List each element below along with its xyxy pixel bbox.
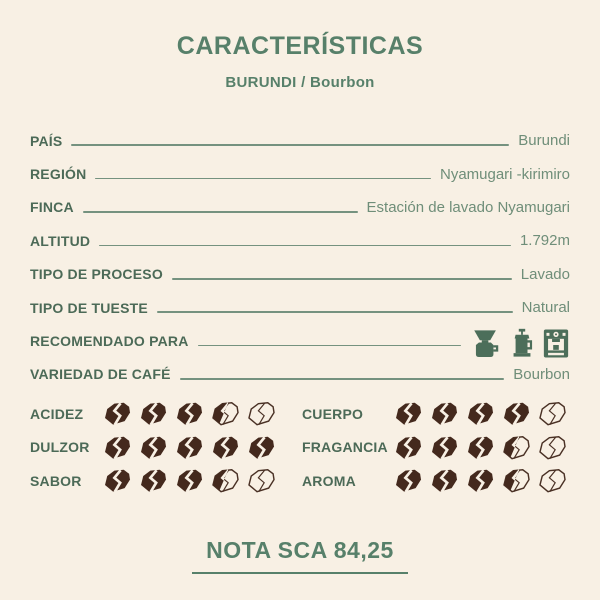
detail-label: ALTITUD [30,232,91,249]
leader-line [198,345,462,347]
bean-rating [103,401,276,426]
leader-line [180,378,505,380]
page-title: CARACTERÍSTICAS [176,32,424,60]
detail-value: Estación de lavado Nyamugari [366,198,570,216]
rating-row-aroma [302,464,572,497]
bean-rating [103,468,276,493]
detail-row-pais [30,124,570,157]
rating-row-fragancia [302,431,572,464]
bean-rating [394,435,567,460]
leader-line [172,278,512,280]
rating-label: FRAGANCIA [302,439,388,456]
detail-value: Lavado [520,265,570,283]
bean-rating [394,401,567,426]
sca-score: NOTA SCA 84,25 [192,537,408,574]
pour-over-icon [470,328,502,359]
leader-line [157,311,513,313]
ratings-column-right [302,397,572,497]
rating-label: AROMA [302,472,356,489]
detail-label: FINCA [30,199,74,216]
rating-label: ACIDEZ [30,405,84,422]
leader-line [83,211,358,213]
french-press-icon [511,328,533,359]
detail-value: Nyamugari -kirimiro [439,165,570,183]
details-list [30,124,570,391]
rating-row-sabor [30,464,302,497]
bean-rating [394,468,567,493]
rating-row-dulzor [30,431,302,464]
rating-label: CUERPO [302,405,364,422]
rating-label: SABOR [30,472,82,489]
detail-label: RECOMENDADO PARA [30,333,189,350]
page-subtitle: BURUNDI / Bourbon [225,74,375,91]
bean-rating [103,435,276,460]
detail-row-recomendado-para [30,324,570,357]
detail-row-tipo-tueste [30,291,570,324]
leader-line [71,144,509,146]
espresso-machine-icon [542,328,570,359]
ratings-section [30,397,572,497]
leader-line [99,245,511,247]
rating-row-acidez [30,397,302,430]
rating-label: DULZOR [30,439,90,456]
detail-label: TIPO DE PROCESO [30,266,163,283]
detail-row-altitud [30,224,570,257]
detail-label: VARIEDAD DE CAFÉ [30,366,171,383]
detail-row-variedad [30,358,570,391]
detail-row-region [30,157,570,190]
leader-line [95,178,431,180]
footer [0,537,600,574]
detail-value: Natural [521,299,570,317]
detail-label: PAÍS [30,132,63,149]
rating-row-cuerpo [302,397,572,430]
detail-row-finca [30,191,570,224]
detail-label: TIPO DE TUESTE [30,299,148,316]
detail-value: 1.792m [519,232,570,250]
detail-label: REGIÓN [30,166,87,183]
detail-value: Bourbon [513,365,570,383]
detail-row-tipo-proceso [30,258,570,291]
detail-value: Burundi [518,132,570,150]
brew-method-icons [470,328,570,359]
ratings-column-left [30,397,302,497]
